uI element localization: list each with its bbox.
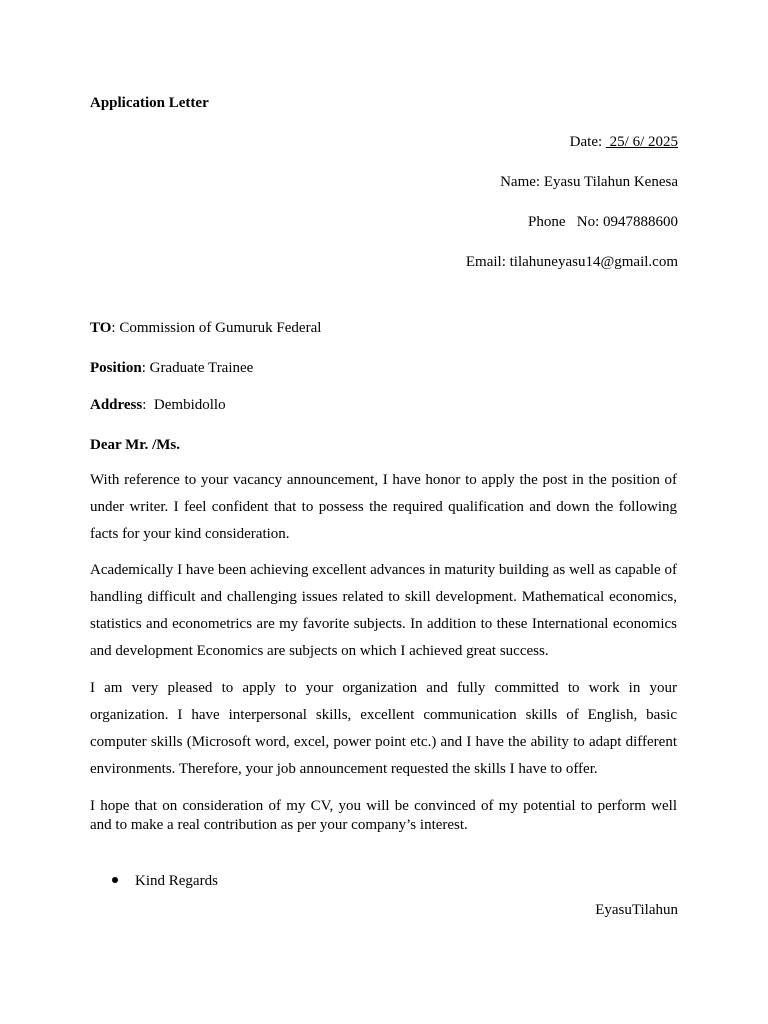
date-line [570, 133, 678, 151]
address-label: Address [90, 397, 143, 413]
email-value: tilahuneyasu14@gmail.com [509, 254, 678, 270]
bullet-icon [112, 877, 118, 883]
position-line [90, 359, 253, 377]
phone-value: 0947888600 [603, 214, 678, 230]
letter-heading: Application Letter [90, 95, 209, 111]
body-paragraph: With reference to your vacancy announcement, I have honor to apply the post in the position of under writer. I feel confident that to possess the required qualification and down the following facts for your kind consideration. [90, 472, 677, 542]
body-paragraph: I am very pleased to apply to your organization and fully committed to work in your organization. I have interpersonal skills, excellent communication skills of English, basic computer skills (Microsoft word, excel, power point etc.) and I have the ability to adapt different environments. Therefore, your job announcement requested the skills I have to offer. [90, 680, 677, 777]
email-label: Email: [465, 254, 506, 270]
address-value: : Dembidollo [142, 397, 226, 413]
email-line [466, 253, 678, 271]
to-line [90, 319, 321, 337]
signature: EyasuTilahun [595, 902, 678, 918]
to-value: : Commission of Gumuruk Federal [111, 320, 322, 336]
closing-line: Kind Regards [135, 873, 218, 889]
position-value: : Graduate Trainee [141, 360, 254, 376]
phone-label: Phone No: [528, 214, 600, 230]
body-paragraph: I hope that on consideration of my CV, you will be convinced of my potential to perform well and to make a real contribution as per your company’s interest. [90, 798, 677, 833]
name-label: Name: [500, 174, 541, 190]
name-value: Eyasu Tilahun Kenesa [543, 174, 678, 190]
body-paragraph: Academically I have been achieving excellent advances in maturity building as well as capable of handling difficult and challenging issues related to skill development. Mathematical economics, statistics and econometrics are my favorite subjects. In addition to these International economics and development Economics are subjects on which I achieved great success. [90, 562, 677, 659]
phone-line [528, 213, 678, 231]
date-value: 25/ 6/ 2025 [605, 134, 678, 150]
address-line [90, 396, 226, 414]
position-label: Position [90, 360, 142, 376]
to-label: TO [90, 320, 112, 336]
salutation: Dear Mr. /Ms. [90, 437, 180, 453]
date-label: Date: [569, 134, 603, 150]
name-line [500, 173, 678, 191]
